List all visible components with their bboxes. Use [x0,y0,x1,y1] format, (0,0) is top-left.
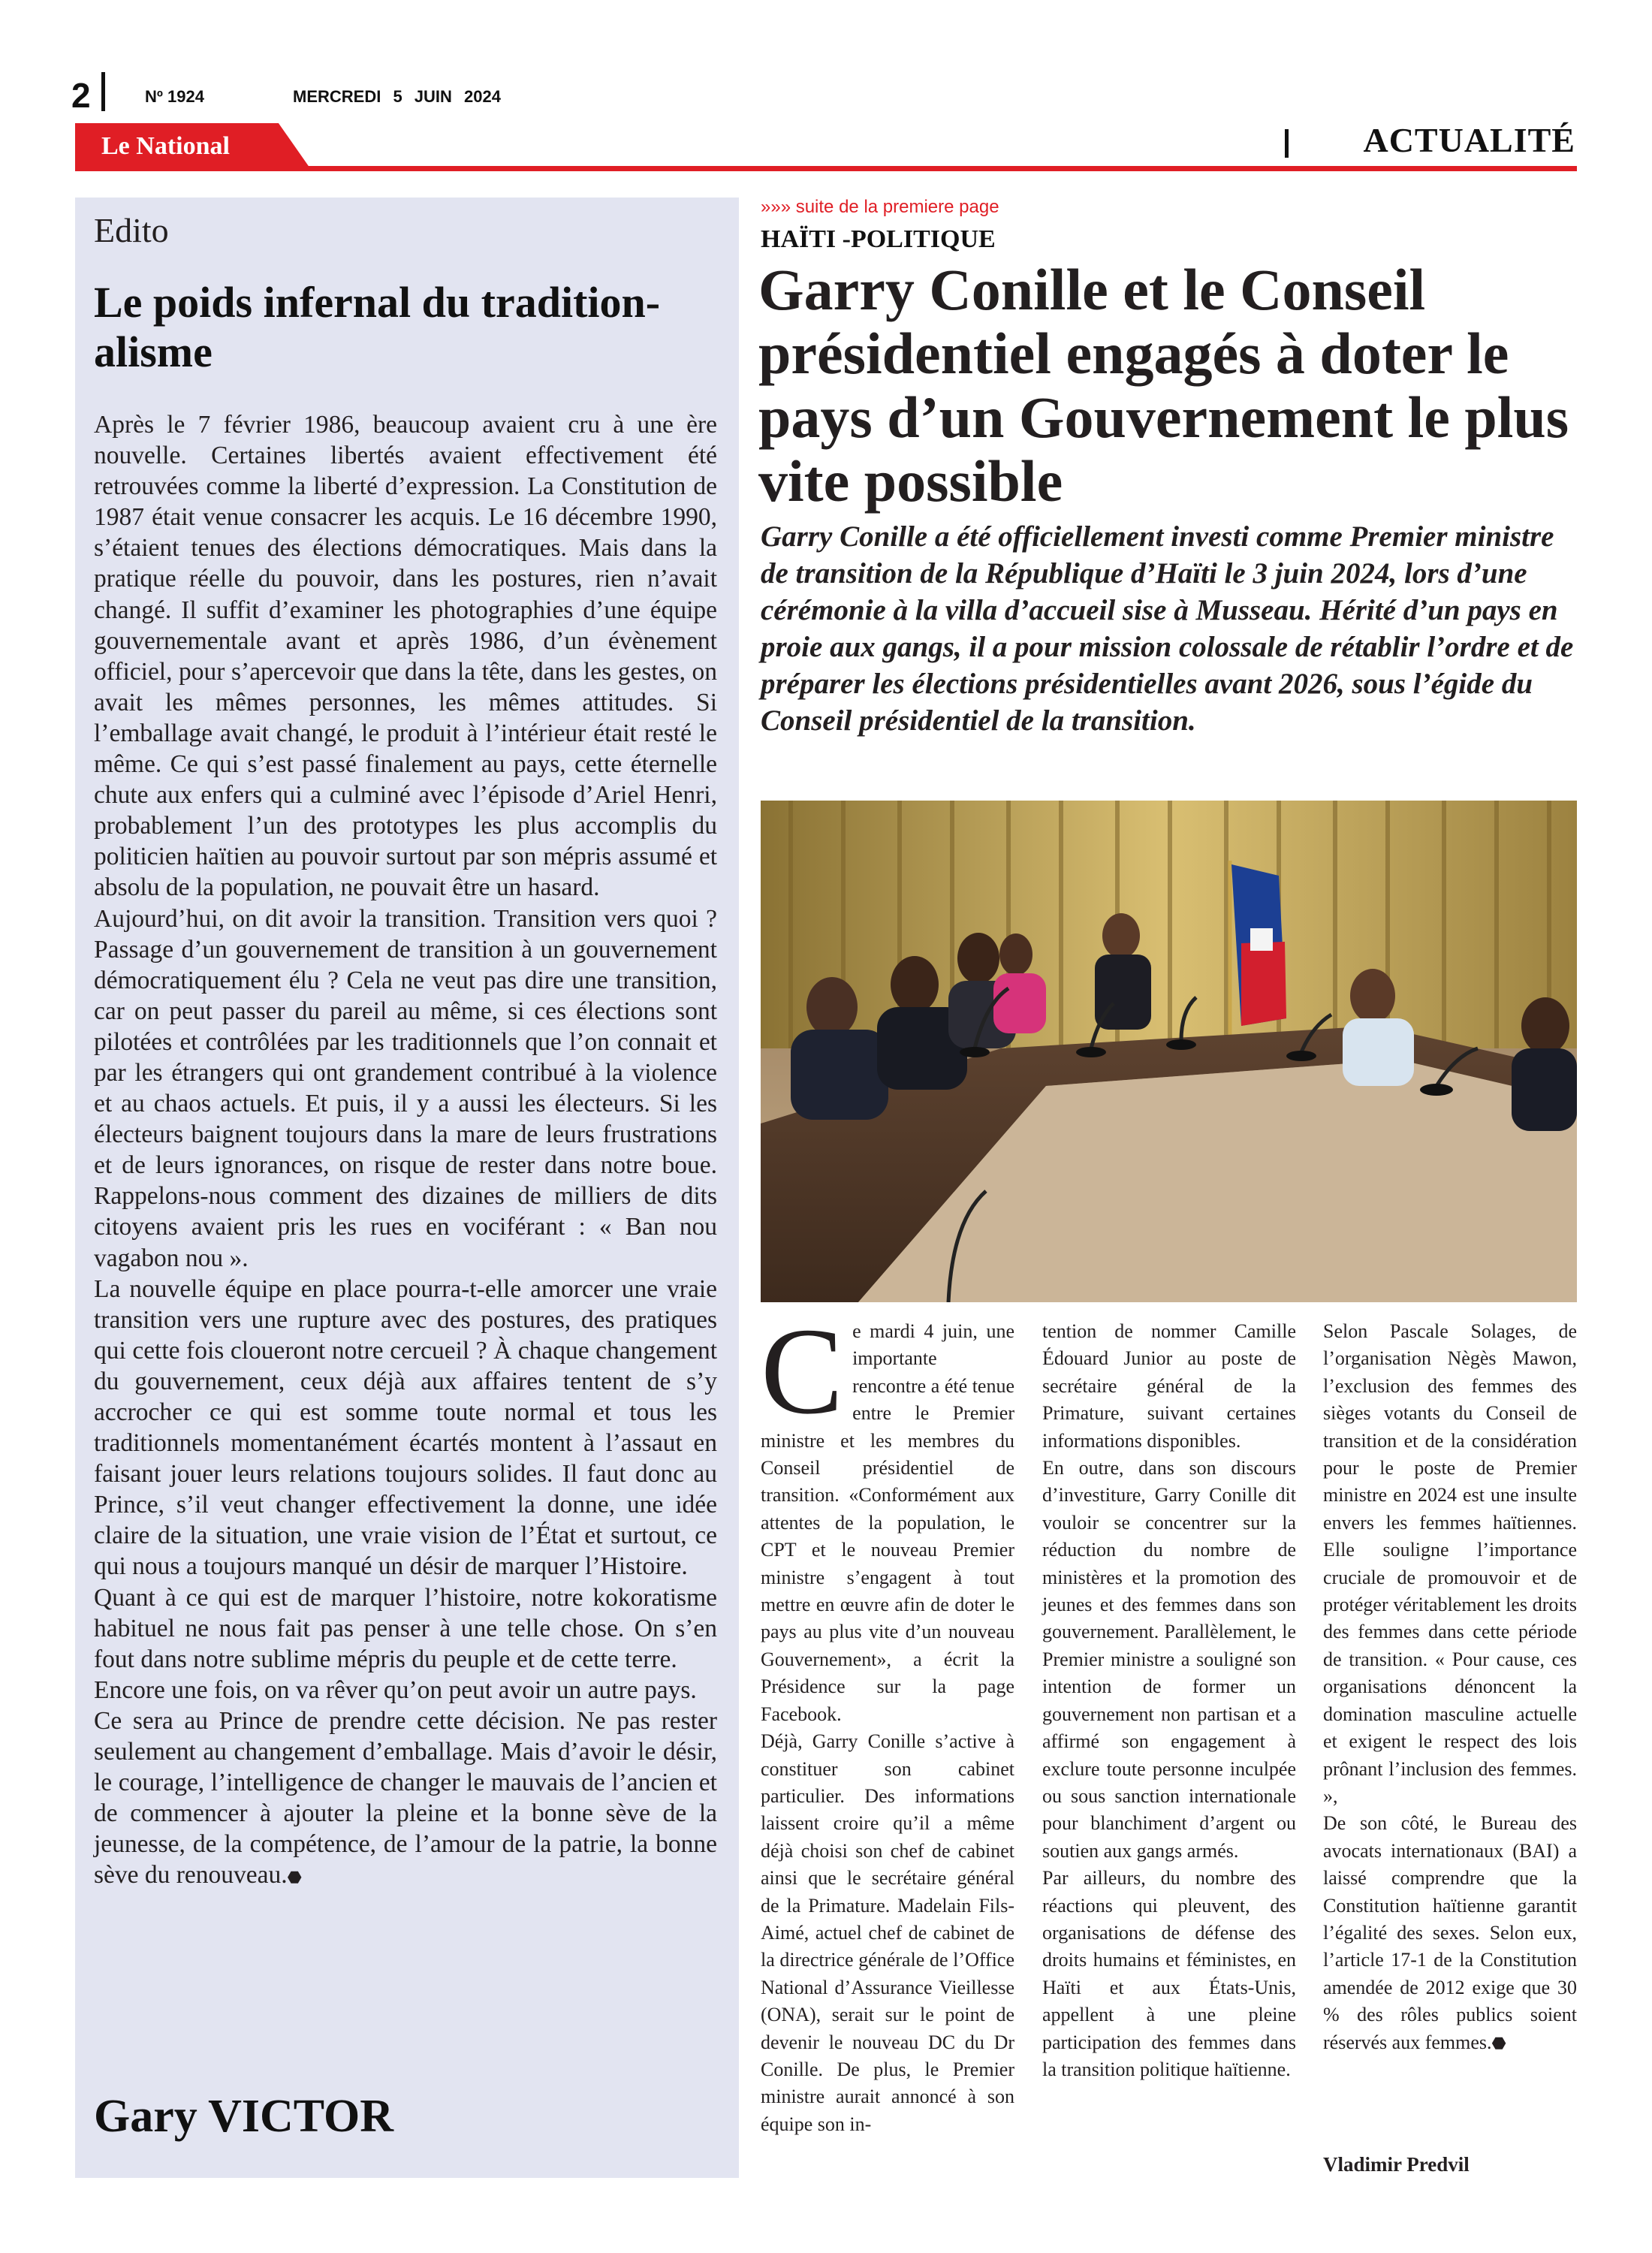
edito-author: Gary VICTOR [94,2091,394,2142]
article-paragraph: tention de nommer Camille Édouard Junior au poste de secrétaire général de la Primature, suivant certaines informations disponibles. [1042,1320,1296,1452]
article-rubric: HAÏTI -POLITIQUE [761,225,996,253]
article-column-2 [1042,1318,1296,2083]
article-paragraph [761,1302,1014,1728]
article-byline: Vladimir Predvil [1323,2153,1470,2176]
article-paragraph-text: De son côté, le Bureau des avocats internationaux (BAI) a laissé comprendre que la Constitution haïtienne garantit l’égalité des sexes. Selon eux, l’article 17-1 de la Constitution amendée de 2012 exige que 30 % des rôles publics soient réservés aux femmes. [1323,1812,1577,2053]
article-headline: Garry Conille et le Conseil présidentiel engagés à doter le pays d’un Gouvernement le plus vite possible [758,257,1569,514]
page-number: 2 [71,76,91,115]
section-divider [1285,129,1289,158]
article-paragraph: En outre, dans son discours d’investiture, Garry Conille dit vouloir se concentrer sur la réduction du nombre de ministères et la promotion des jeunes et des femmes dans son gouvernement. Parallèlement, le Premier ministre a souligné son intention de former un gouvernement non partisan et a affirmé son engagement à exclure toute personne inculpée ou sous sanction internationale pour blanchiment d’argent ou soutien aux gangs armés. [1042,1457,1296,1862]
end-mark-icon: ⬣ [287,1868,302,1887]
section-title: ACTUALITÉ [1363,121,1575,159]
article-paragraph-text: e mardi 4 juin, une importante rencontre a été tenue entre le Premier ministre et les membres du Conseil présidentiel de transition. «Conformément aux attentes de la population, le CPT et le nouveau Premier ministre s’engagent à tout mettre en œuvre afin de doter le pays au plus vite d’un nouveau Gouvernement», a écrit la Présidence sur la page Facebook. [761,1320,1014,1725]
issue-number: Nº 1924 [145,87,204,106]
edito-paragraph-text: Ce sera au Prince de prendre cette décision. Ne pas rester seulement au changement d’emballage. Mais d’avoir le désir, le courage, l’intelligence de changer le mauvais de l’ancien et de commencer à ajouter la pleine et la bonne sève de la jeunesse, de la compétence, de l’amour de la patrie, la bonne sève du renouveau. [94,1706,717,1890]
article-paragraph: Selon Pascale Solages, de l’organisation Nègès Mawon, l’exclusion des femmes des sièges votants du Conseil de transition et de la considération pour le poste de Premier ministre en 2024 est une insulte envers les femmes haïtiennes. Elle souligne l’importance cruciale de promouvoir et de protéger véritablement les droits des femmes dans cette période de transition. « Pour cause, ces organisations dénoncent la domination masculine actuelle et exigent le respect des lois prônant l’inclusion des femmes. », [1323,1320,1577,1807]
edito-paragraph: Quant à ce qui est de marquer l’histoire, notre kokoratisme habituel ne nous fait pas penser à une telle chose. On s’en fout dans notre sublime mépris du peuple et de cette terre. [94,1583,717,1673]
end-mark-icon: ⬣ [1491,2033,1506,2052]
drop-cap: C [761,1302,844,1440]
edito-paragraph: Aujourd’hui, on dit avoir la transition. Transition vers quoi ? Passage d’un gouvernement de transition à un gouvernement démocratiquement élu ? Cela ne veut pas dire une transition, car on peut passer du pareil au même, si ces élections sont pilotées et contrôlées par les traditionnels que l’on connait et par les étrangers qui ont grandement contribué à la violence et au chaos actuels. Et puis, il y a aussi les électeurs. Si les électeurs baignent toujours dans la mare de leurs frustrations et de leurs ignorances, on risque de rester dans notre boue. Rappelons-nous comment des dizaines de milliers de dits citoyens avaient pris les rues en vociférant : « Ban nou vagabon nou ». [94,904,717,1272]
edito-paragraph: La nouvelle équipe en place pourra-t-elle amorcer une vraie transition vers une rupture avec des postures, des pratiques qui cette fois cloueront notre cercueil ? À chaque changement du gouvernement, ceux déjà aux affaires tentent de s’y accrocher ce qui est somme toute normal et tous les traditionnels momentanément écartés montent à l’assaut en faisant jouer leurs relations toujours solides. Il faut donc au Prince, s’il veut changer effectivement la donne, une idée claire de la situation, une vraie vision de l’État et surtout, ce qui nous a toujours manqué un désir de marquer l’Histoire. [94,1274,717,1581]
meeting-photo [761,801,1577,1302]
edito-paragraph: Après le 7 février 1986, beaucoup avaient cru à une ère nouvelle. Certaines libertés avaient effectivement été retrouvées comme la liberté d’expression. La Constitution de 1987 était venue consacrer les acquis. Le 16 décembre 1990, s’étaient tenues des élections démocratiques. Mais dans la pratique réelle du pouvoir, dans les postures, rien n’avait changé. Il suffit d’examiner les photographies d’une équipe gouvernementale avant et après 1986, d’un évènement officiel, pour s’apercevoir que dans la tête, dans les gestes, on avait les mêmes personnes, les mêmes attitudes. Si l’emballage avait changé, le produit à l’intérieur était resté le même. Ce qui s’est passé finalement au pays, cette éternelle chute aux enfers qui a culminé avec l’épisode d’Ariel Henri, probablement l’un des prototypes les plus accomplis du politicien haïtien au pouvoir surtout par son mépris assumé et absolu de la population, ne pouvait être un hasard. [94,411,717,902]
edito-body [94,409,717,1893]
edito-title: Le poids infernal du tradition-alisme [94,278,661,376]
edito-paragraph: Encore une fois, on va rêver qu’on peut avoir un autre pays. [94,1675,697,1704]
issue-date: MERCREDI 5 JUIN 2024 [293,87,501,106]
header-divider [101,72,105,111]
continued-kicker: »»» suite de la premiere page [761,197,999,217]
article-column-1 [761,1302,1014,2138]
brand-name: Le National [101,132,230,160]
article-paragraph: Déjà, Garry Conille s’active à constituer son cabinet particulier. Des informations laissent croire qu’il a même déjà choisi son chef de cabinet ainsi que le secrétaire général de la Primature. Madelain Fils-Aimé, actuel chef de cabinet de la directrice générale de l’Office National d’Assurance Vieillesse (ONA), serait sur le point de devenir le nouveau DC du Dr Conille. De plus, le Premier ministre aurait annoncé à son équipe son in- [761,1730,1014,2135]
edito-paragraph [94,1706,717,1893]
article-paragraph: Par ailleurs, du nombre des réactions qui pleuvent, des organisations de défense des droits humains et féministes, en Haïti et aux États-Unis, appellent à une pleine participation des femmes dans la transition politique haïtienne. [1042,1867,1296,2080]
article-lede: Garry Conille a été officiellement investi comme Premier ministre de transition de la République d’Haïti le 3 juin 2024, lors d’une cérémonie à la villa d’accueil sise à Musseau. Hérité d’un pays en proie aux gangs, il a pour mission colossale de rétablir l’ordre et de préparer les élections présidentielles avant 2026, sous l’égide du Conseil présidentiel de la transition. [761,520,1574,737]
article-column-3 [1323,1318,1577,2057]
edito-label: Edito [94,211,169,249]
article-paragraph [1323,1810,1577,2057]
